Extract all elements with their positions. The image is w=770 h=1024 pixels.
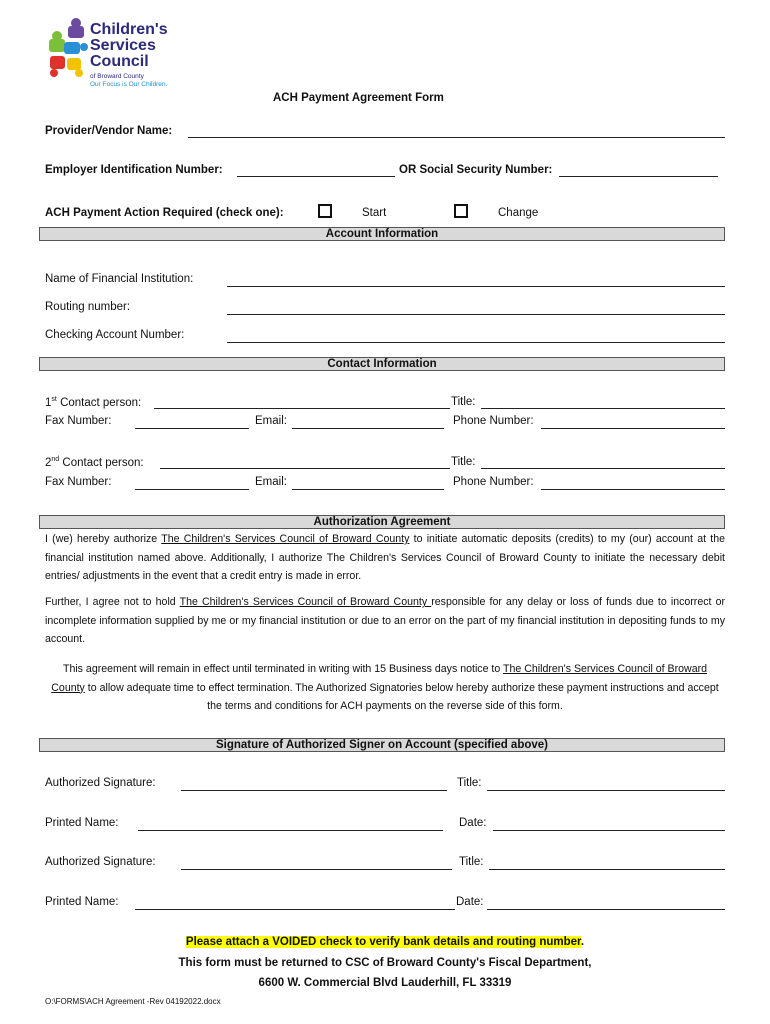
routing-field[interactable] bbox=[227, 314, 725, 315]
contact1-title-label: Title: bbox=[451, 396, 476, 408]
email2-field[interactable] bbox=[292, 489, 444, 490]
ssn-field[interactable] bbox=[559, 176, 718, 177]
ein-label: Employer Identification Number: bbox=[45, 164, 223, 176]
logo bbox=[46, 14, 186, 94]
contact2-field[interactable] bbox=[160, 468, 450, 469]
checking-label: Checking Account Number: bbox=[45, 329, 185, 341]
change-checkbox[interactable] bbox=[454, 204, 468, 218]
start-checkbox[interactable] bbox=[318, 204, 332, 218]
auth-sig2-label: Authorized Signature: bbox=[45, 856, 156, 868]
contact2-label: 2nd Contact person: bbox=[45, 456, 144, 469]
provider-field[interactable] bbox=[188, 137, 725, 138]
provider-label: Provider/Vendor Name: bbox=[45, 125, 173, 137]
phone2-field[interactable] bbox=[541, 489, 725, 490]
ein-field[interactable] bbox=[237, 176, 395, 177]
contact-info-header: Contact Information bbox=[39, 357, 725, 371]
change-label: Change bbox=[498, 207, 539, 219]
account-info-header: Account Information bbox=[39, 227, 725, 241]
return-note: This form must be returned to CSC of Broward County's Fiscal Department, bbox=[178, 957, 592, 969]
contact1-field[interactable] bbox=[154, 408, 450, 409]
contact1-label: 1st Contact person: bbox=[45, 396, 142, 409]
logo-line1: Children's bbox=[90, 21, 168, 38]
email1-label: Email: bbox=[255, 415, 287, 427]
voided-check-note: Please attach a VOIDED check to verify bank details and routing number. bbox=[185, 936, 585, 948]
checking-field[interactable] bbox=[227, 342, 725, 343]
auth-paragraph-3: This agreement will remain in effect until terminated in writing with 15 Business days notice to The Children's Services Council of Broward County to allow adequate time to effect termination. The Authorized Signatories below hereby authorize these payment instructions and accept the terms and conditions for ACH payments on the reverse side of this form. bbox=[51, 663, 719, 712]
printed2-field[interactable] bbox=[135, 909, 455, 910]
file-path: O:\FORMS\ACH Agreement -Rev 04192022.docx bbox=[45, 997, 221, 1006]
signature-header: Signature of Authorized Signer on Account (specified above) bbox=[39, 738, 725, 752]
phone1-field[interactable] bbox=[541, 428, 725, 429]
printed1-label: Printed Name: bbox=[45, 817, 119, 829]
email2-label: Email: bbox=[255, 476, 287, 488]
puzzle-logo-icon bbox=[46, 16, 92, 80]
auth-sig1-field[interactable] bbox=[181, 790, 447, 791]
routing-label: Routing number: bbox=[45, 301, 131, 313]
sig2-title-field[interactable] bbox=[489, 869, 725, 870]
fax2-label: Fax Number: bbox=[45, 476, 112, 488]
date2-label: Date: bbox=[456, 896, 484, 908]
contact2-title-field[interactable] bbox=[481, 468, 725, 469]
address-note: 6600 W. Commercial Blvd Lauderhill, FL 33319 bbox=[258, 977, 512, 989]
auth-paragraph-2: Further, I agree not to hold The Children's Services Council of Broward County responsible for any delay or loss of funds due to incorrect or incomplete information supplied by me or my financial institution or due to an error on the part of my financial institution in depositing funds to my account. bbox=[45, 596, 725, 645]
printed1-field[interactable] bbox=[138, 830, 443, 831]
form-title: ACH Payment Agreement Form bbox=[273, 92, 444, 104]
logo-line3: Council bbox=[90, 53, 149, 70]
auth-sig1-label: Authorized Signature: bbox=[45, 777, 156, 789]
date1-label: Date: bbox=[459, 817, 487, 829]
contact1-title-field[interactable] bbox=[481, 408, 725, 409]
ssn-label: OR Social Security Number: bbox=[399, 164, 553, 176]
logo-line2: Services bbox=[90, 37, 156, 54]
authorization-header: Authorization Agreement bbox=[39, 515, 725, 529]
sig2-title-label: Title: bbox=[459, 856, 484, 868]
fax1-field[interactable] bbox=[135, 428, 249, 429]
logo-sub1: of Broward County bbox=[90, 73, 144, 80]
date1-field[interactable] bbox=[493, 830, 725, 831]
sig1-title-field[interactable] bbox=[487, 790, 725, 791]
action-label: ACH Payment Action Required (check one): bbox=[45, 207, 284, 219]
start-label: Start bbox=[362, 207, 387, 219]
institution-field[interactable] bbox=[227, 286, 725, 287]
printed2-label: Printed Name: bbox=[45, 896, 119, 908]
date2-field[interactable] bbox=[487, 909, 725, 910]
contact2-title-label: Title: bbox=[451, 456, 476, 468]
fax2-field[interactable] bbox=[135, 489, 249, 490]
auth-sig2-field[interactable] bbox=[181, 869, 452, 870]
auth-paragraph-1: I (we) hereby authorize The Children's Services Council of Broward County to initiate automatic deposits (credits) to my (our) account at the financial institution named above. Additionally, I authorize The Children's Services Council of Broward County to initiate the necessary debit entries/ adjustments in the event that a credit entry is made in error. bbox=[45, 533, 725, 582]
phone1-label: Phone Number: bbox=[453, 415, 534, 427]
institution-label: Name of Financial Institution: bbox=[45, 273, 194, 285]
email1-field[interactable] bbox=[292, 428, 444, 429]
logo-sub2: Our Focus is Our Children. bbox=[90, 81, 168, 88]
fax1-label: Fax Number: bbox=[45, 415, 112, 427]
phone2-label: Phone Number: bbox=[453, 476, 534, 488]
sig1-title-label: Title: bbox=[457, 777, 482, 789]
